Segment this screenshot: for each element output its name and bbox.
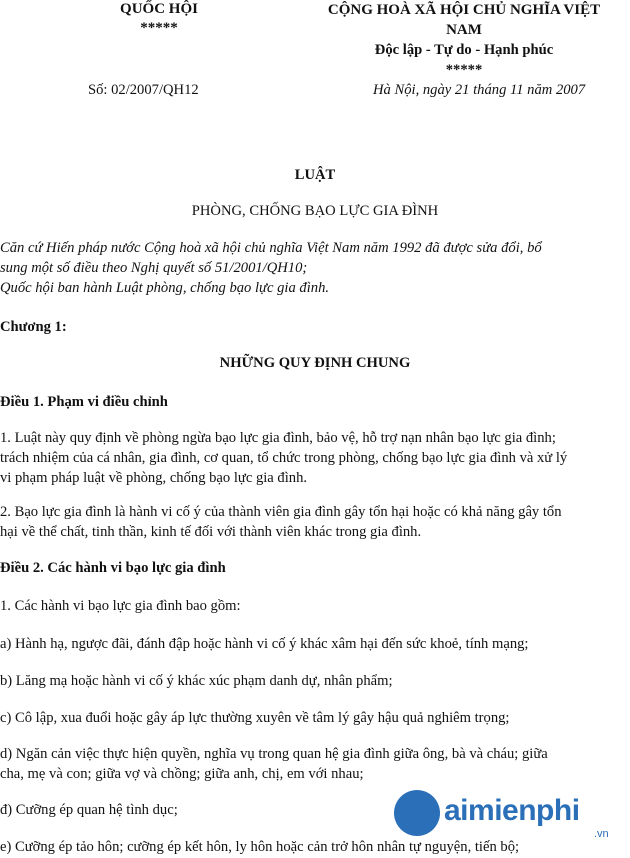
- article-2-item-e: e) Cưỡng ép tảo hôn; cưỡng ép kết hôn, ly hôn hoặc cản trở hôn nhân tự nguyện, tiến bộ;: [0, 839, 520, 855]
- paragraph-line: cha, mẹ và con; giữa vợ và chồng; giữa anh, chị, em với nhau;: [0, 766, 364, 782]
- article-1-heading: Điều 1. Phạm vi điều chỉnh: [0, 394, 168, 410]
- paragraph-line: d) Ngăn cản việc thực hiện quyền, nghĩa vụ trong quan hệ gia đình giữa ông, bà và cháu; giữa: [0, 746, 548, 762]
- header-org-stars: *****: [140, 20, 178, 36]
- document-title: LUẬT: [294, 167, 336, 183]
- preamble-line: Quốc hội ban hành Luật phòng, chống bạo lực gia đình.: [0, 280, 330, 296]
- article-2-item-b: b) Lăng mạ hoặc hành vi cố ý khác xúc phạm danh dự, nhân phẩm;: [0, 673, 393, 689]
- preamble-line: Căn cứ Hiến pháp nước Cộng hoà xã hội chủ nghĩa Việt Nam năm 1992 đã được sửa đổi, bổ: [0, 240, 542, 256]
- watermark-brand: aimienphi: [444, 794, 580, 827]
- document-number: Số: 02/2007/QH12: [88, 82, 199, 98]
- header-country-line1: CỘNG HOÀ XÃ HỘI CHỦ NGHĨA VIỆT: [327, 2, 601, 18]
- header-country-block: [300, 0, 628, 80]
- article-2-heading: Điều 2. Các hành vi bạo lực gia đình: [0, 560, 226, 576]
- paragraph-line: 1. Luật này quy định về phòng ngừa bạo lực gia đình, bảo vệ, hỗ trợ nạn nhân bạo lực gia đình;: [0, 430, 556, 446]
- document-date: Hà Nội, ngày 21 tháng 11 năm 2007: [373, 82, 586, 98]
- article-2-intro: 1. Các hành vi bạo lực gia đình bao gồm:: [0, 598, 241, 614]
- header-country-line2: NAM: [446, 22, 482, 38]
- article-2-item-c: c) Cô lập, xua đuổi hoặc gây áp lực thường xuyên về tâm lý gây hậu quả nghiêm trọng;: [0, 710, 510, 726]
- chapter-label: Chương 1:: [0, 319, 67, 335]
- watermark-logo: [394, 790, 630, 852]
- paragraph-line: vi phạm pháp luật về phòng, chống bạo lực gia đình.: [0, 470, 308, 486]
- header-motto: Độc lập - Tự do - Hạnh phúc: [374, 42, 554, 58]
- article-1-paragraph-2: [0, 502, 628, 542]
- article-1-paragraph-1: [0, 428, 628, 488]
- chapter-title: NHỮNG QUY ĐỊNH CHUNG: [219, 355, 411, 371]
- paragraph-line: hại về thể chất, tinh thần, kinh tế đối với thành viên khác trong gia đình.: [0, 524, 422, 540]
- watermark-suffix: .vn: [594, 828, 609, 840]
- header-org: QUỐC HỘI: [120, 1, 198, 17]
- paragraph-line: 2. Bạo lực gia đình là hành vi cố ý của thành viên gia đình gây tổn hại hoặc có khả năng gây tổn: [0, 504, 562, 520]
- article-2-item-dd: đ) Cưỡng ép quan hệ tình dục;: [0, 802, 178, 818]
- document-subtitle: PHÒNG, CHỐNG BẠO LỰC GIA ĐÌNH: [191, 203, 439, 219]
- watermark-circle-icon: [394, 790, 440, 836]
- preamble-line: sung một số điều theo Nghị quyết số 51/2001/QH10;: [0, 260, 308, 276]
- article-2-item-a: a) Hành hạ, ngược đãi, đánh đập hoặc hành vi cố ý khác xâm hại đến sức khoẻ, tính mạng;: [0, 636, 529, 652]
- paragraph-line: trách nhiệm của cá nhân, gia đình, cơ quan, tổ chức trong phòng, chống bạo lực gia đình và xử lý: [0, 450, 568, 466]
- header-motto-stars: *****: [445, 62, 483, 78]
- article-2-item-d: [0, 744, 628, 784]
- preamble: [0, 238, 628, 298]
- header-org-block: [98, 0, 220, 38]
